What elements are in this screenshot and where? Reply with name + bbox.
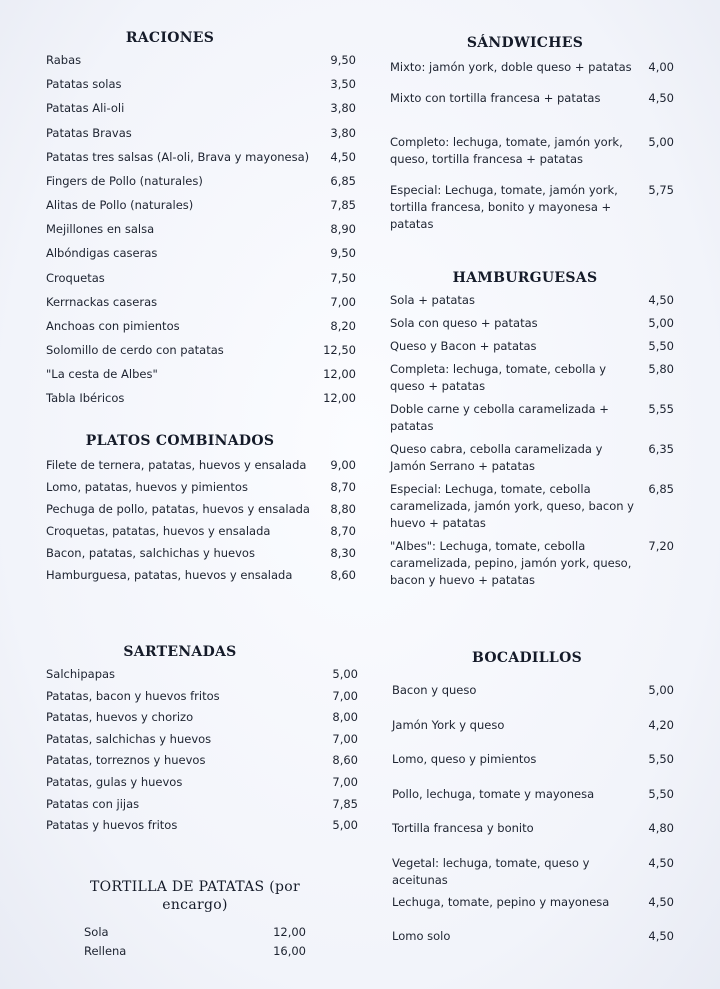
menu-item-price: 12,00	[323, 391, 356, 406]
menu-item	[46, 796, 358, 813]
menu-item	[46, 100, 356, 117]
menu-item-price: 8,20	[330, 318, 356, 333]
menu-item-name: Tortilla francesa y bonito	[392, 821, 534, 835]
menu-item-name: Patatas, bacon y huevos fritos	[46, 688, 220, 703]
menu-item-price: 9,50	[330, 53, 356, 67]
section-title: SÁNDWICHES	[466, 35, 584, 51]
menu-item-name: Especial: Lechuga, tomate, cebolla caramelizada, jamón york, queso, bacon y huevo + patatas	[390, 482, 634, 530]
menu-item	[390, 134, 674, 168]
menu-item-name: Mejillones en salsa	[46, 222, 155, 237]
menu-item-name: Hamburguesa, patatas, huevos y ensalada	[46, 568, 293, 582]
menu-item	[46, 545, 356, 562]
menu-item-name: Patatas, gulas y huevos	[46, 774, 183, 789]
menu-list	[46, 666, 358, 834]
menu-item-name: Pollo, lechuga, tomate y mayonesa	[392, 786, 595, 801]
menu-item-name: Patatas, huevos y chorizo	[46, 710, 194, 725]
menu-item	[390, 338, 674, 355]
menu-item-name: Especial: Lechuga, tomate, jamón york, tortilla francesa, bonito y mayonesa + patatas	[390, 183, 618, 231]
menu-item-name: Patatas Ali-oli	[46, 101, 125, 116]
menu-item-name: Patatas con jijas	[46, 796, 140, 811]
menu-item-price: 7,00	[332, 731, 358, 746]
menu-item	[46, 197, 356, 214]
menu-item-name: Lomo solo	[392, 929, 451, 943]
menu-item-price: 8,30	[330, 546, 356, 560]
menu-item	[46, 270, 356, 287]
menu-item-price: 4,50	[648, 855, 674, 870]
section-title: TORTILLA DE PATATAS (por encargo)	[90, 879, 300, 913]
menu-item	[390, 401, 674, 435]
menu-item-name: Patatas y huevos fritos	[46, 818, 178, 833]
menu-item	[46, 221, 356, 238]
menu-item-price: 4,00	[648, 60, 674, 74]
menu-item-price: 5,75	[648, 183, 674, 197]
menu-item-price: 7,00	[330, 294, 356, 309]
menu-item-price: 9,00	[330, 458, 356, 472]
menu-item-name: Mixto: jamón york, doble queso + patatas	[390, 60, 632, 74]
menu-item-price: 8,60	[332, 753, 358, 768]
menu-item-price: 4,50	[648, 91, 674, 105]
menu-item-price: 7,00	[332, 688, 358, 703]
menu-item	[46, 52, 356, 69]
menu-item	[390, 292, 674, 309]
menu-item	[46, 817, 358, 834]
menu-item	[390, 90, 674, 107]
section-hamburguesas	[390, 270, 674, 595]
menu-item	[46, 76, 356, 93]
menu-item-price: 4,20	[648, 717, 674, 732]
menu-item	[392, 894, 674, 911]
menu-item	[46, 342, 356, 359]
menu-item-name: Salchipapas	[46, 667, 116, 681]
section-title: RACIONES	[125, 30, 215, 46]
menu-item	[84, 943, 306, 960]
section-sartenadas	[46, 644, 358, 839]
menu-item-name: Queso y Bacon + patatas	[390, 339, 537, 353]
menu-item-price: 16,00	[273, 944, 306, 958]
menu-item-name: Croquetas	[46, 270, 105, 285]
menu-item	[84, 924, 306, 941]
menu-item-price: 7,20	[648, 539, 674, 553]
menu-item-price: 8,60	[330, 568, 356, 582]
menu-item	[46, 501, 356, 518]
menu-item-price: 5,50	[648, 339, 674, 353]
menu-list	[46, 457, 356, 584]
menu-item-price: 12,00	[323, 367, 356, 382]
menu-item	[46, 567, 356, 584]
menu-item-name: Tabla Ibéricos	[46, 391, 125, 406]
menu-item	[46, 752, 358, 769]
menu-item-name: Lomo, queso y pimientos	[392, 752, 537, 766]
section-title: PLATOS COMBINADOS	[85, 433, 275, 449]
menu-item-price: 5,50	[648, 786, 674, 801]
menu-item-price: 5,55	[648, 402, 674, 416]
menu-item	[46, 173, 356, 190]
menu-item-name: Queso cabra, cebolla caramelizada y Jamón Serrano + patatas	[390, 442, 603, 473]
menu-item-name: Rabas	[46, 53, 82, 67]
menu-item	[46, 457, 356, 474]
menu-item-name: Rellena	[84, 944, 127, 958]
menu-item-price: 8,80	[330, 502, 356, 516]
menu-item-name: Mixto con tortilla francesa + patatas	[390, 91, 601, 105]
menu-item	[46, 688, 358, 705]
menu-item	[390, 441, 674, 475]
menu-item-price: 8,70	[330, 480, 356, 494]
menu-item	[392, 786, 674, 803]
menu-item-price: 12,50	[323, 343, 356, 358]
menu-item	[392, 751, 674, 768]
menu-item-name: Doble carne y cebolla caramelizada + patatas	[390, 402, 609, 433]
menu-item	[46, 479, 356, 496]
menu-item-name: Solomillo de cerdo con patatas	[46, 343, 224, 358]
menu-item-name: Sola	[84, 925, 109, 939]
menu-item-price: 5,50	[648, 752, 674, 766]
menu-item-name: "La cesta de Albes"	[46, 367, 158, 382]
menu-item-name: "Albes": Lechuga, tomate, cebolla caramelizada, pepino, jamón york, queso, bacon y huevo + patatas	[390, 539, 632, 587]
menu-item-price: 6,85	[648, 482, 674, 496]
menu-item-price: 6,35	[648, 442, 674, 456]
section-tortilla	[84, 878, 306, 962]
menu-item-price: 8,90	[330, 222, 356, 237]
section-title: BOCADILLOS	[472, 650, 582, 666]
menu-list	[46, 52, 356, 407]
menu-item-price: 4,80	[648, 821, 674, 835]
menu-item	[392, 820, 674, 837]
menu-item	[392, 855, 674, 889]
menu-item-name: Filete de ternera, patatas, huevos y ensalada	[46, 458, 307, 472]
menu-item-name: Lechuga, tomate, pepino y mayonesa	[392, 894, 610, 909]
menu-item	[390, 481, 674, 532]
menu-item-name: Alitas de Pollo (naturales)	[46, 197, 194, 212]
section-sandwiches	[390, 35, 674, 247]
menu-item-price: 5,00	[648, 683, 674, 697]
menu-item-name: Completa: lechuga, tomate, cebolla y queso + patatas	[390, 362, 607, 393]
menu-item-name: Lomo, patatas, huevos y pimientos	[46, 480, 248, 494]
menu-item	[46, 774, 358, 791]
menu-item	[46, 125, 356, 142]
menu-item-name: Patatas, salchichas y huevos	[46, 731, 212, 746]
menu-list	[84, 924, 306, 960]
section-bocadillos	[392, 650, 674, 963]
menu-item-price: 12,00	[273, 925, 306, 939]
menu-item-price: 7,50	[330, 270, 356, 285]
menu-list	[390, 292, 674, 589]
menu-item-name: Vegetal: lechuga, tomate, queso y aceitunas	[392, 855, 590, 887]
menu-item-price: 8,00	[332, 710, 358, 725]
menu-item	[390, 361, 674, 395]
menu-item-name: Albóndigas caseras	[46, 246, 158, 261]
menu-item-price: 9,50	[330, 246, 356, 261]
menu-item-price: 3,80	[330, 101, 356, 116]
menu-item	[392, 682, 674, 699]
menu-item-price: 7,00	[332, 774, 358, 789]
menu-item-name: Fingers de Pollo (naturales)	[46, 173, 203, 188]
menu-item-name: Patatas, torreznos y huevos	[46, 753, 206, 768]
menu-item	[46, 149, 356, 166]
menu-item	[46, 523, 356, 540]
menu-item	[390, 59, 674, 76]
menu-item	[392, 717, 674, 734]
menu-item-name: Patatas solas	[46, 77, 122, 92]
menu-item	[46, 731, 358, 748]
menu-item-price: 8,70	[330, 524, 356, 538]
section-raciones	[46, 30, 356, 415]
menu-item-price: 5,00	[648, 135, 674, 149]
menu-item	[390, 182, 674, 233]
section-title: SARTENADAS	[123, 644, 237, 660]
menu-item-price: 4,50	[648, 894, 674, 909]
menu-item-name: Anchoas con pimientos	[46, 318, 180, 333]
menu-item	[390, 315, 674, 332]
menu-item-name: Sola + patatas	[390, 293, 475, 307]
menu-item-price: 5,00	[648, 316, 674, 330]
menu-item-name: Pechuga de pollo, patatas, huevos y ensalada	[46, 502, 310, 516]
menu-item	[392, 928, 674, 945]
menu-list	[392, 682, 674, 945]
menu-item-price: 3,80	[330, 125, 356, 140]
menu-item-name: Patatas tres salsas (Al-oli, Brava y mayonesa)	[46, 149, 310, 164]
menu-item	[46, 294, 356, 311]
menu-item-price: 5,00	[332, 667, 358, 681]
menu-item	[390, 538, 674, 589]
menu-item-name: Kerrnackas caseras	[46, 294, 158, 309]
menu-item-name: Completo: lechuga, tomate, jamón york, queso, tortilla francesa + patatas	[390, 135, 623, 166]
menu-list	[390, 59, 674, 233]
menu-item-name: Bacon, patatas, salchichas y huevos	[46, 546, 255, 560]
menu-item-name: Bacon y queso	[392, 683, 477, 697]
menu-item-price: 3,50	[330, 77, 356, 92]
menu-item-price: 6,85	[330, 173, 356, 188]
menu-item	[46, 390, 356, 407]
menu-item-name: Sola con queso + patatas	[390, 316, 538, 330]
menu-item-price: 4,50	[330, 149, 356, 164]
menu-item-price: 4,50	[648, 293, 674, 307]
menu-item-price: 7,85	[332, 796, 358, 811]
menu-item-price: 4,50	[648, 929, 674, 943]
menu-item-name: Croquetas, patatas, huevos y ensalada	[46, 524, 271, 538]
menu-item-price: 5,00	[332, 818, 358, 833]
menu-item	[46, 318, 356, 335]
section-title: HAMBURGUESAS	[452, 270, 598, 286]
section-platos-combinados	[46, 433, 356, 589]
menu-item-name: Jamón York y queso	[392, 717, 505, 732]
menu-item	[46, 666, 358, 683]
menu-item	[46, 245, 356, 262]
menu-item-price: 5,80	[648, 362, 674, 376]
menu-item	[46, 366, 356, 383]
menu-item-name: Patatas Bravas	[46, 125, 132, 140]
menu-item-price: 7,85	[330, 197, 356, 212]
menu-item	[46, 709, 358, 726]
